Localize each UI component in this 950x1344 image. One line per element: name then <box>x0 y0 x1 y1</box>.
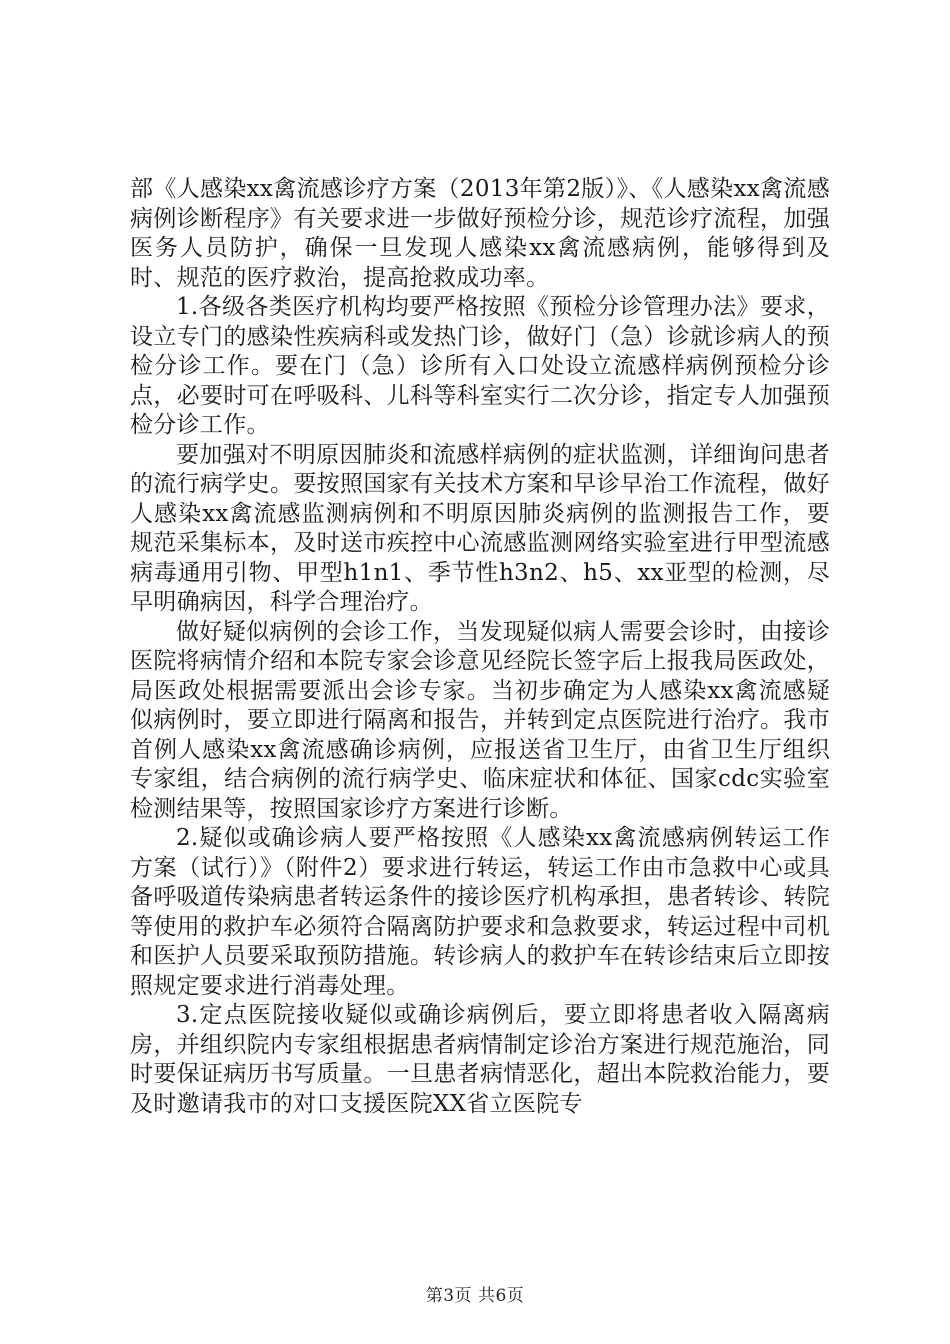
paragraph-3: 要加强对不明原因肺炎和流感样病例的症状监测，详细询问患者的流行病学史。要按照国家有关技术方案和早诊早治工作流程，做好人感染xx禽流感监测病例和不明原因肺炎病例的监测报告工作，要规范采集标本，及时送市疾控中心流感监测网络实验室进行甲型流感病毒通用引物、甲型h1n1、季节性h3n2、h5、xx亚型的检测，尽早明确病因，科学合理治疗。 <box>130 441 830 615</box>
document-body <box>130 175 830 1119</box>
page-number-footer: 第3页 共6页 <box>425 1286 525 1306</box>
paragraph-2: 1.各级各类医疗机构均要严格按照《预检分诊管理办法》要求，设立专门的感染性疾病科或发热门诊，做好门（急）诊就诊病人的预检分诊工作。要在门（急）诊所有入口处设立流感样病例预检分诊点，必要时可在呼吸科、儿科等科室实行二次分诊，指定专人加强预检分诊工作。 <box>130 294 830 438</box>
paragraph-1: 部《人感染xx禽流感诊疗方案（2013年第2版）》、《人感染xx禽流感病例诊断程序》有关要求进一步做好预检分诊，规范诊疗流程，加强医务人员防护，确保一旦发现人感染xx禽流感病例，能够得到及时、规范的医疗救治，提高抢救成功率。 <box>130 176 830 291</box>
paragraph-6: 3.定点医院接收疑似或确诊病例后，要立即将患者收入隔离病房，并组织院内专家组根据患者病情制定诊治方案进行规范施治，同时要保证病历书写质量。一旦患者病情恶化，超出本院救治能力，要及时邀请我市的对口支援医院XX省立医院专 <box>130 1002 830 1117</box>
paragraph-5: 2.疑似或确诊病人要严格按照《人感染xx禽流感病例转运工作方案（试行）》（附件2）要求进行转运，转运工作由市急救中心或具备呼吸道传染病患者转运条件的接诊医疗机构承担，患者转诊、转院等使用的救护车必须符合隔离防护要求和急救要求，转运过程中司机和医护人员要采取预防措施。转诊病人的救护车在转诊结束后立即按照规定要求进行消毒处理。 <box>130 825 830 999</box>
paragraph-4: 做好疑似病例的会诊工作，当发现疑似病人需要会诊时，由接诊医院将病情介绍和本院专家会诊意见经院长签字后上报我局医政处，局医政处根据需要派出会诊专家。当初步确定为人感染xx禽流感疑似病例时，要立即进行隔离和报告，并转到定点医院进行治疗。我市首例人感染xx禽流感确诊病例，应报送省卫生厅，由省卫生厅组织专家组，结合病例的流行病学史、临床症状和体征、国家cdc实验室检测结果等，按照国家诊疗方案进行诊断。 <box>130 618 830 822</box>
